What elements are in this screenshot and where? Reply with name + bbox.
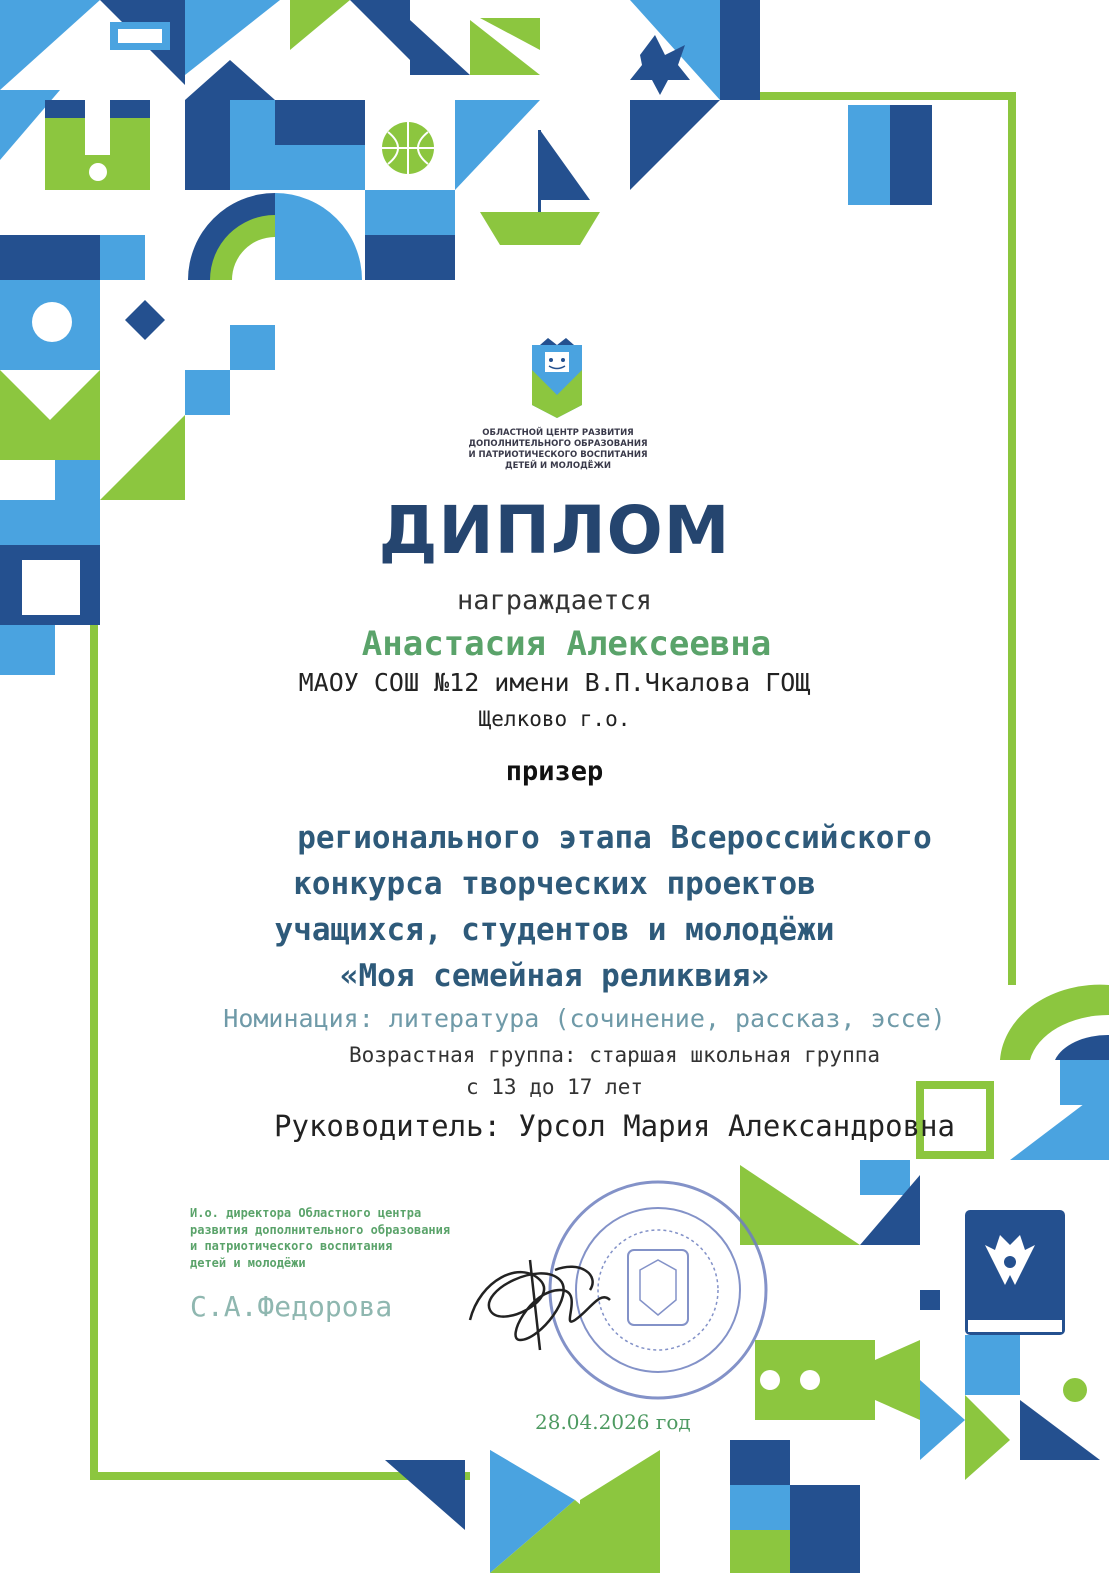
organization-name — [458, 428, 658, 472]
official-stamp — [550, 1182, 766, 1398]
bottom-center-pattern — [385, 1450, 660, 1573]
contest-line: конкурса творческих проектов — [293, 866, 816, 902]
director-title-line: детей и молодёжи — [190, 1255, 306, 1270]
organization-line: ДОПОЛНИТЕЛЬНОГО ОБРАЗОВАНИЯ — [468, 439, 648, 449]
director-title-line: и патриотического воспитания — [190, 1239, 393, 1253]
award-status: призер — [505, 756, 604, 787]
organization-line: И ПАТРИОТИЧЕСКОГО ВОСПИТАНИЯ — [468, 450, 648, 460]
city-name: Щелково г.о. — [478, 707, 631, 731]
director-title — [190, 1205, 450, 1271]
age-range: с 13 до 17 лет — [465, 1075, 643, 1099]
director-title-line: И.о. директора Областного центра — [190, 1206, 422, 1220]
top-left-pattern — [0, 0, 760, 675]
contest-line: регионального этапа Всероссийского — [297, 820, 932, 856]
diploma-title: ДИПЛОМ — [378, 492, 731, 569]
issue-date: 28.04.2026 год — [535, 1410, 691, 1434]
organization-line: ДЕТЕЙ И МОЛОДЁЖИ — [505, 461, 611, 471]
director-name: С.А.Федорова — [190, 1290, 393, 1323]
nomination: Номинация: литература (сочинение, рассказ, эссе) — [223, 1004, 946, 1033]
handwritten-signature — [470, 1260, 610, 1350]
awarded-text: награждается — [456, 585, 653, 616]
organization-line: ОБЛАСТНОЙ ЦЕНТР РАЗВИТИЯ — [482, 428, 634, 438]
bottom-right-pattern — [730, 985, 1109, 1573]
recipient-name: Анастасия Алексеевна — [361, 624, 772, 664]
leader-name: Руководитель: Урсол Мария Александровна — [274, 1109, 955, 1143]
contest-title: «Моя семейная реликвия» — [339, 958, 770, 994]
age-group: Возрастная группа: старшая школьная группа — [348, 1043, 880, 1067]
top-right-pattern — [848, 105, 932, 205]
director-title-line: развития дополнительного образования — [190, 1222, 451, 1237]
school-name: МАОУ СОШ №12 имени В.П.Чкалова ГОЩ — [298, 668, 811, 697]
contest-line: учащихся, студентов и молодёжи — [274, 912, 835, 948]
tangram-child-logo-icon — [532, 338, 582, 418]
